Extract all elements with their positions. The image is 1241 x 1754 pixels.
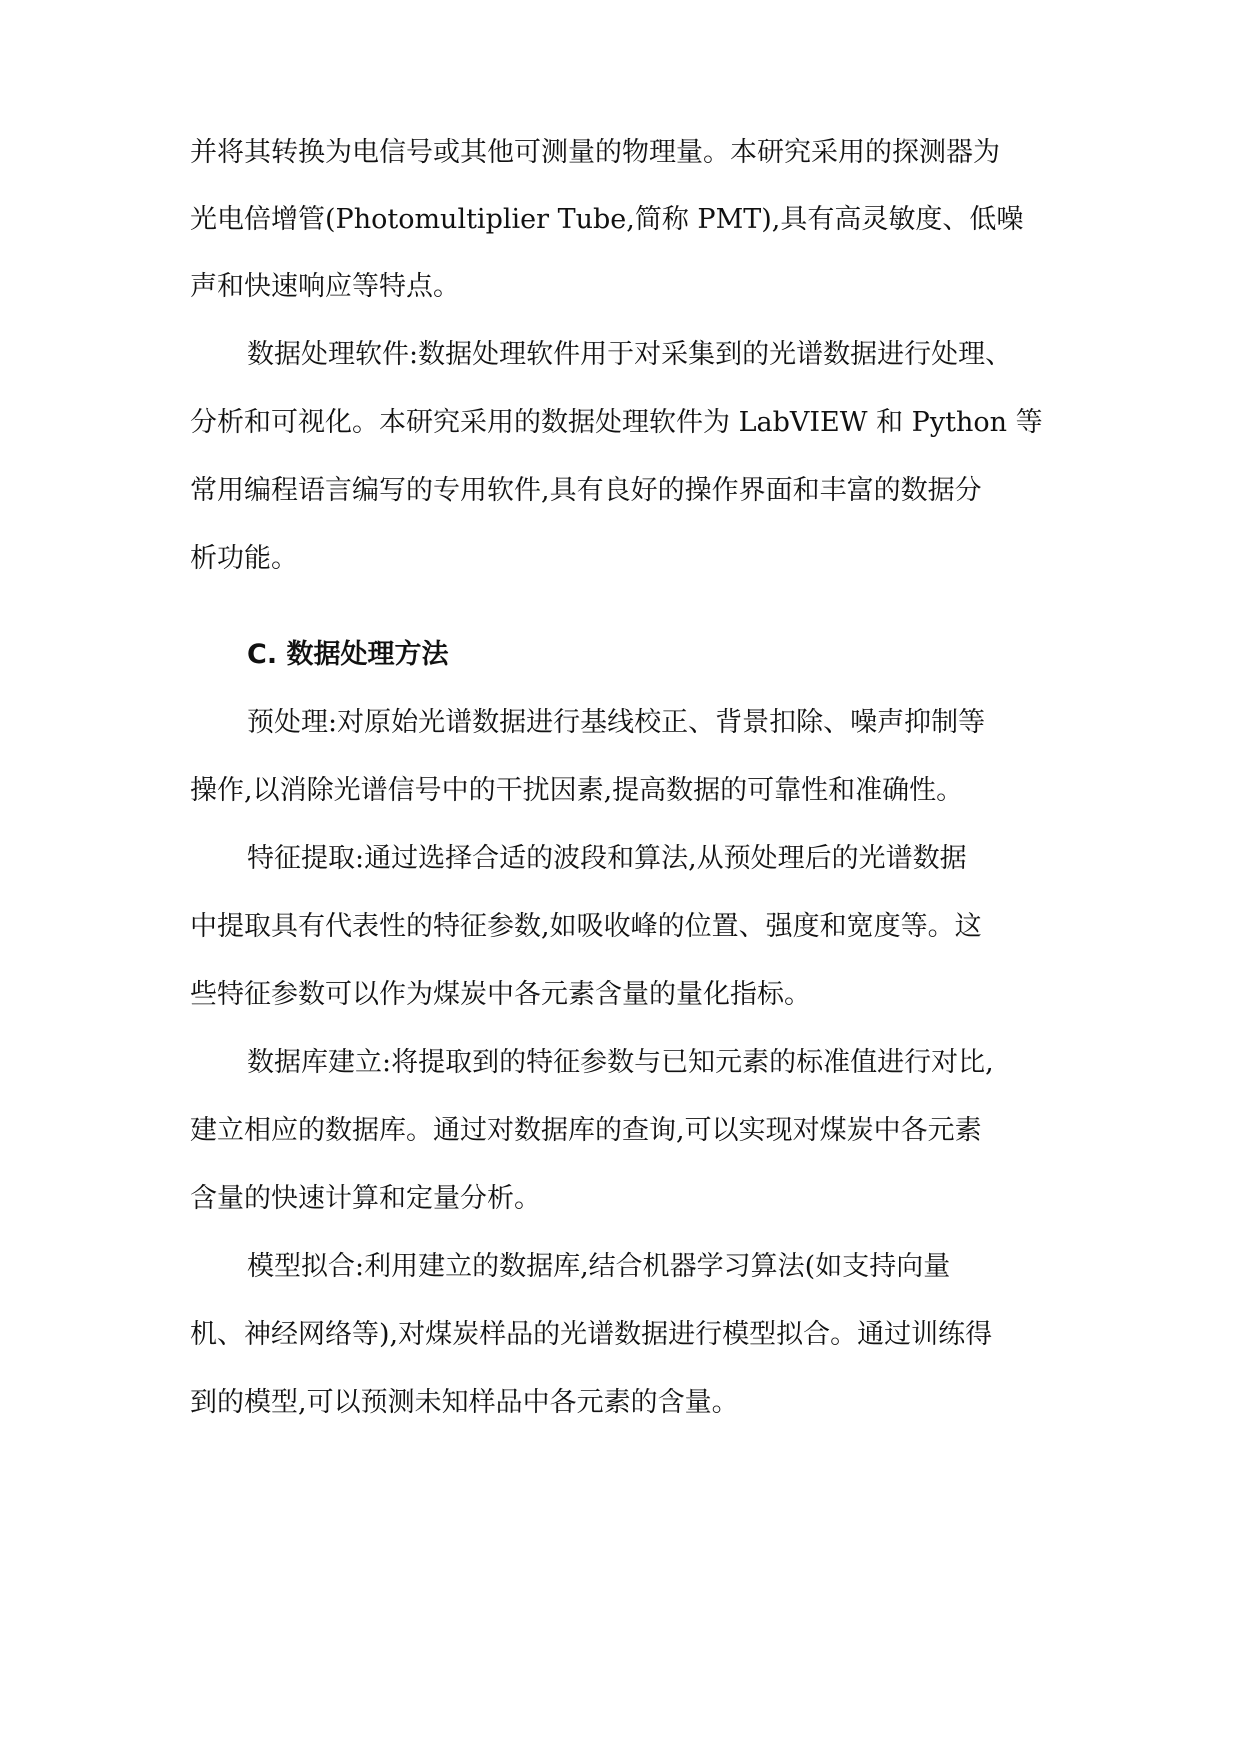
text-line: 些特征参数可以作为煤炭中各元素含量的量化指标。 bbox=[190, 979, 811, 1010]
text-line: 数据处理软件:数据处理软件用于对采集到的光谱数据进行处理、 bbox=[247, 339, 1013, 370]
text-line: 并将其转换为电信号或其他可测量的物理量。本研究采用的探测器为 bbox=[190, 137, 1000, 168]
text-line: 含量的快速计算和定量分析。 bbox=[190, 1183, 541, 1214]
text-line: 数据库建立:将提取到的特征参数与已知元素的标准值进行对比, bbox=[247, 1047, 994, 1078]
text-line: 光电倍增管(Photomultiplier Tube,简称 PMT),具有高灵敏度、低噪 bbox=[190, 204, 1024, 235]
text-line: 分析和可视化。本研究采用的数据处理软件为 LabVIEW 和 Python 等 bbox=[190, 407, 1043, 438]
text-line: 中提取具有代表性的特征参数,如吸收峰的位置、强度和宽度等。这 bbox=[190, 911, 982, 942]
section-heading: C. 数据处理方法 bbox=[247, 639, 449, 670]
text-line: 机、神经网络等),对煤炭样品的光谱数据进行模型拟合。通过训练得 bbox=[190, 1319, 993, 1350]
text-line: 建立相应的数据库。通过对数据库的查询,可以实现对煤炭中各元素 bbox=[190, 1115, 982, 1146]
text-line: 预处理:对原始光谱数据进行基线校正、背景扣除、噪声抑制等 bbox=[247, 707, 986, 738]
text-line: 析功能。 bbox=[190, 543, 298, 574]
text-line: 常用编程语言编写的专用软件,具有良好的操作界面和丰富的数据分 bbox=[190, 475, 982, 506]
text-line: 到的模型,可以预测未知样品中各元素的含量。 bbox=[190, 1387, 739, 1418]
text-line: 模型拟合:利用建立的数据库,结合机器学习算法(如支持向量 bbox=[247, 1251, 951, 1282]
text-line: 操作,以消除光谱信号中的干扰因素,提高数据的可靠性和准确性。 bbox=[190, 775, 964, 806]
text-line: 声和快速响应等特点。 bbox=[190, 271, 460, 302]
text-line: 特征提取:通过选择合适的波段和算法,从预处理后的光谱数据 bbox=[247, 843, 967, 874]
